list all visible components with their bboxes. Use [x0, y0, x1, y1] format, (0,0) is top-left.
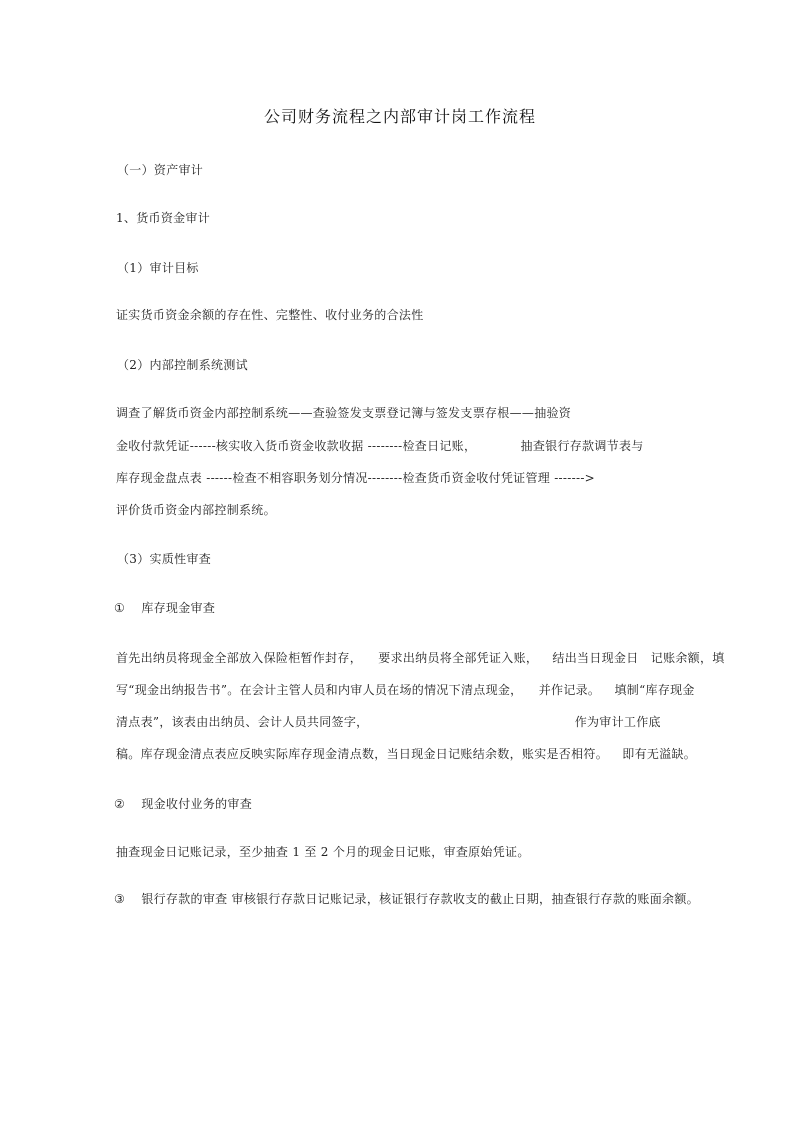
subheading-internal-control-test: （2）内部控制系统测试 — [117, 358, 248, 372]
control-line-2-part-b: 抽查银行存款调节表与 — [520, 439, 644, 453]
section-heading-assets: （一）资产审计 — [117, 163, 204, 177]
cash-line-2-part-c: 填制“库存现金 — [614, 683, 695, 697]
circled-number-1: ① — [114, 601, 126, 615]
bank-deposit-text: 银行存款的审查 审核银行存款日记账记录，核证银行存款收支的截止日期，抽查银行存款的账面余额。 — [141, 892, 699, 906]
cash-paragraph-line-1 — [116, 650, 725, 666]
item-heading-monetary-funds: 1、货币资金审计 — [116, 211, 211, 225]
cash-line-1-part-d: 记账余额，填 — [650, 651, 725, 665]
cash-receipts-heading-text: 现金收付业务的审查 — [141, 797, 253, 811]
control-paragraph-line-3: 库存现金盘点表 ------检查不相容职务划分情况--------检查货币资金收付凭证管理 -------> — [116, 471, 596, 485]
cash-line-4-part-a: 稿。库存现金清点表应反映实际库存现金清点数，当日现金日记账结余数，账实是否相符。 — [116, 747, 609, 761]
control-line-2-part-a: 金收付款凭证------核实收入货币资金收款收据 --------检查日记账， — [116, 439, 477, 453]
cash-paragraph-line-2 — [116, 682, 695, 698]
cash-receipts-paragraph: 抽查现金日记账记录，至少抽查 1 至 2 个月的现金日记账，审查原始凭证。 — [116, 845, 530, 859]
cash-line-3-part-b: 作为审计工作底 — [574, 715, 661, 729]
cash-line-1-part-a: 首先出纳员将现金全部放入保险柜暂作封存， — [116, 651, 363, 665]
cash-line-2-part-b: 并作记录。 — [538, 683, 601, 697]
cash-line-1-part-b: 要求出纳员将全部凭证入账， — [378, 651, 539, 665]
cash-review-heading-text: 库存现金审查 — [141, 601, 216, 615]
subheading-substantive-review: （3）实质性审查 — [117, 552, 212, 566]
circled-number-2: ② — [114, 797, 126, 811]
cash-paragraph-line-4 — [116, 746, 696, 762]
objective-paragraph: 证实货币资金余额的存在性、完整性、收付业务的合法性 — [116, 308, 424, 322]
subheading-audit-objective: （1）审计目标 — [117, 261, 199, 275]
cash-line-1-part-c: 结出当日现金日 — [552, 651, 639, 665]
control-paragraph-line-1: 调查了解货币资金内部控制系统——查验签发支票登记簿与签发支票存根——抽验资 — [116, 406, 572, 420]
cash-line-2-part-a: 写“现金出纳报告书”。在会计主管人员和内审人员在场的情况下清点现金， — [116, 683, 523, 697]
circled-number-3: ③ — [114, 892, 126, 906]
cash-receipts-heading — [114, 796, 252, 812]
document-title: 公司财务流程之内部审计岗工作流程 — [263, 107, 536, 126]
control-paragraph-line-2 — [116, 438, 644, 454]
cash-line-3-part-a: 清点表”，该表由出纳员、会计人员共同签字， — [116, 715, 369, 729]
control-paragraph-line-4: 评价货币资金内部控制系统。 — [116, 503, 276, 517]
bank-deposit-paragraph — [114, 891, 699, 907]
cash-review-heading — [114, 600, 215, 616]
cash-paragraph-line-3 — [116, 714, 661, 730]
cash-line-4-part-b: 即有无溢缺。 — [622, 747, 697, 761]
